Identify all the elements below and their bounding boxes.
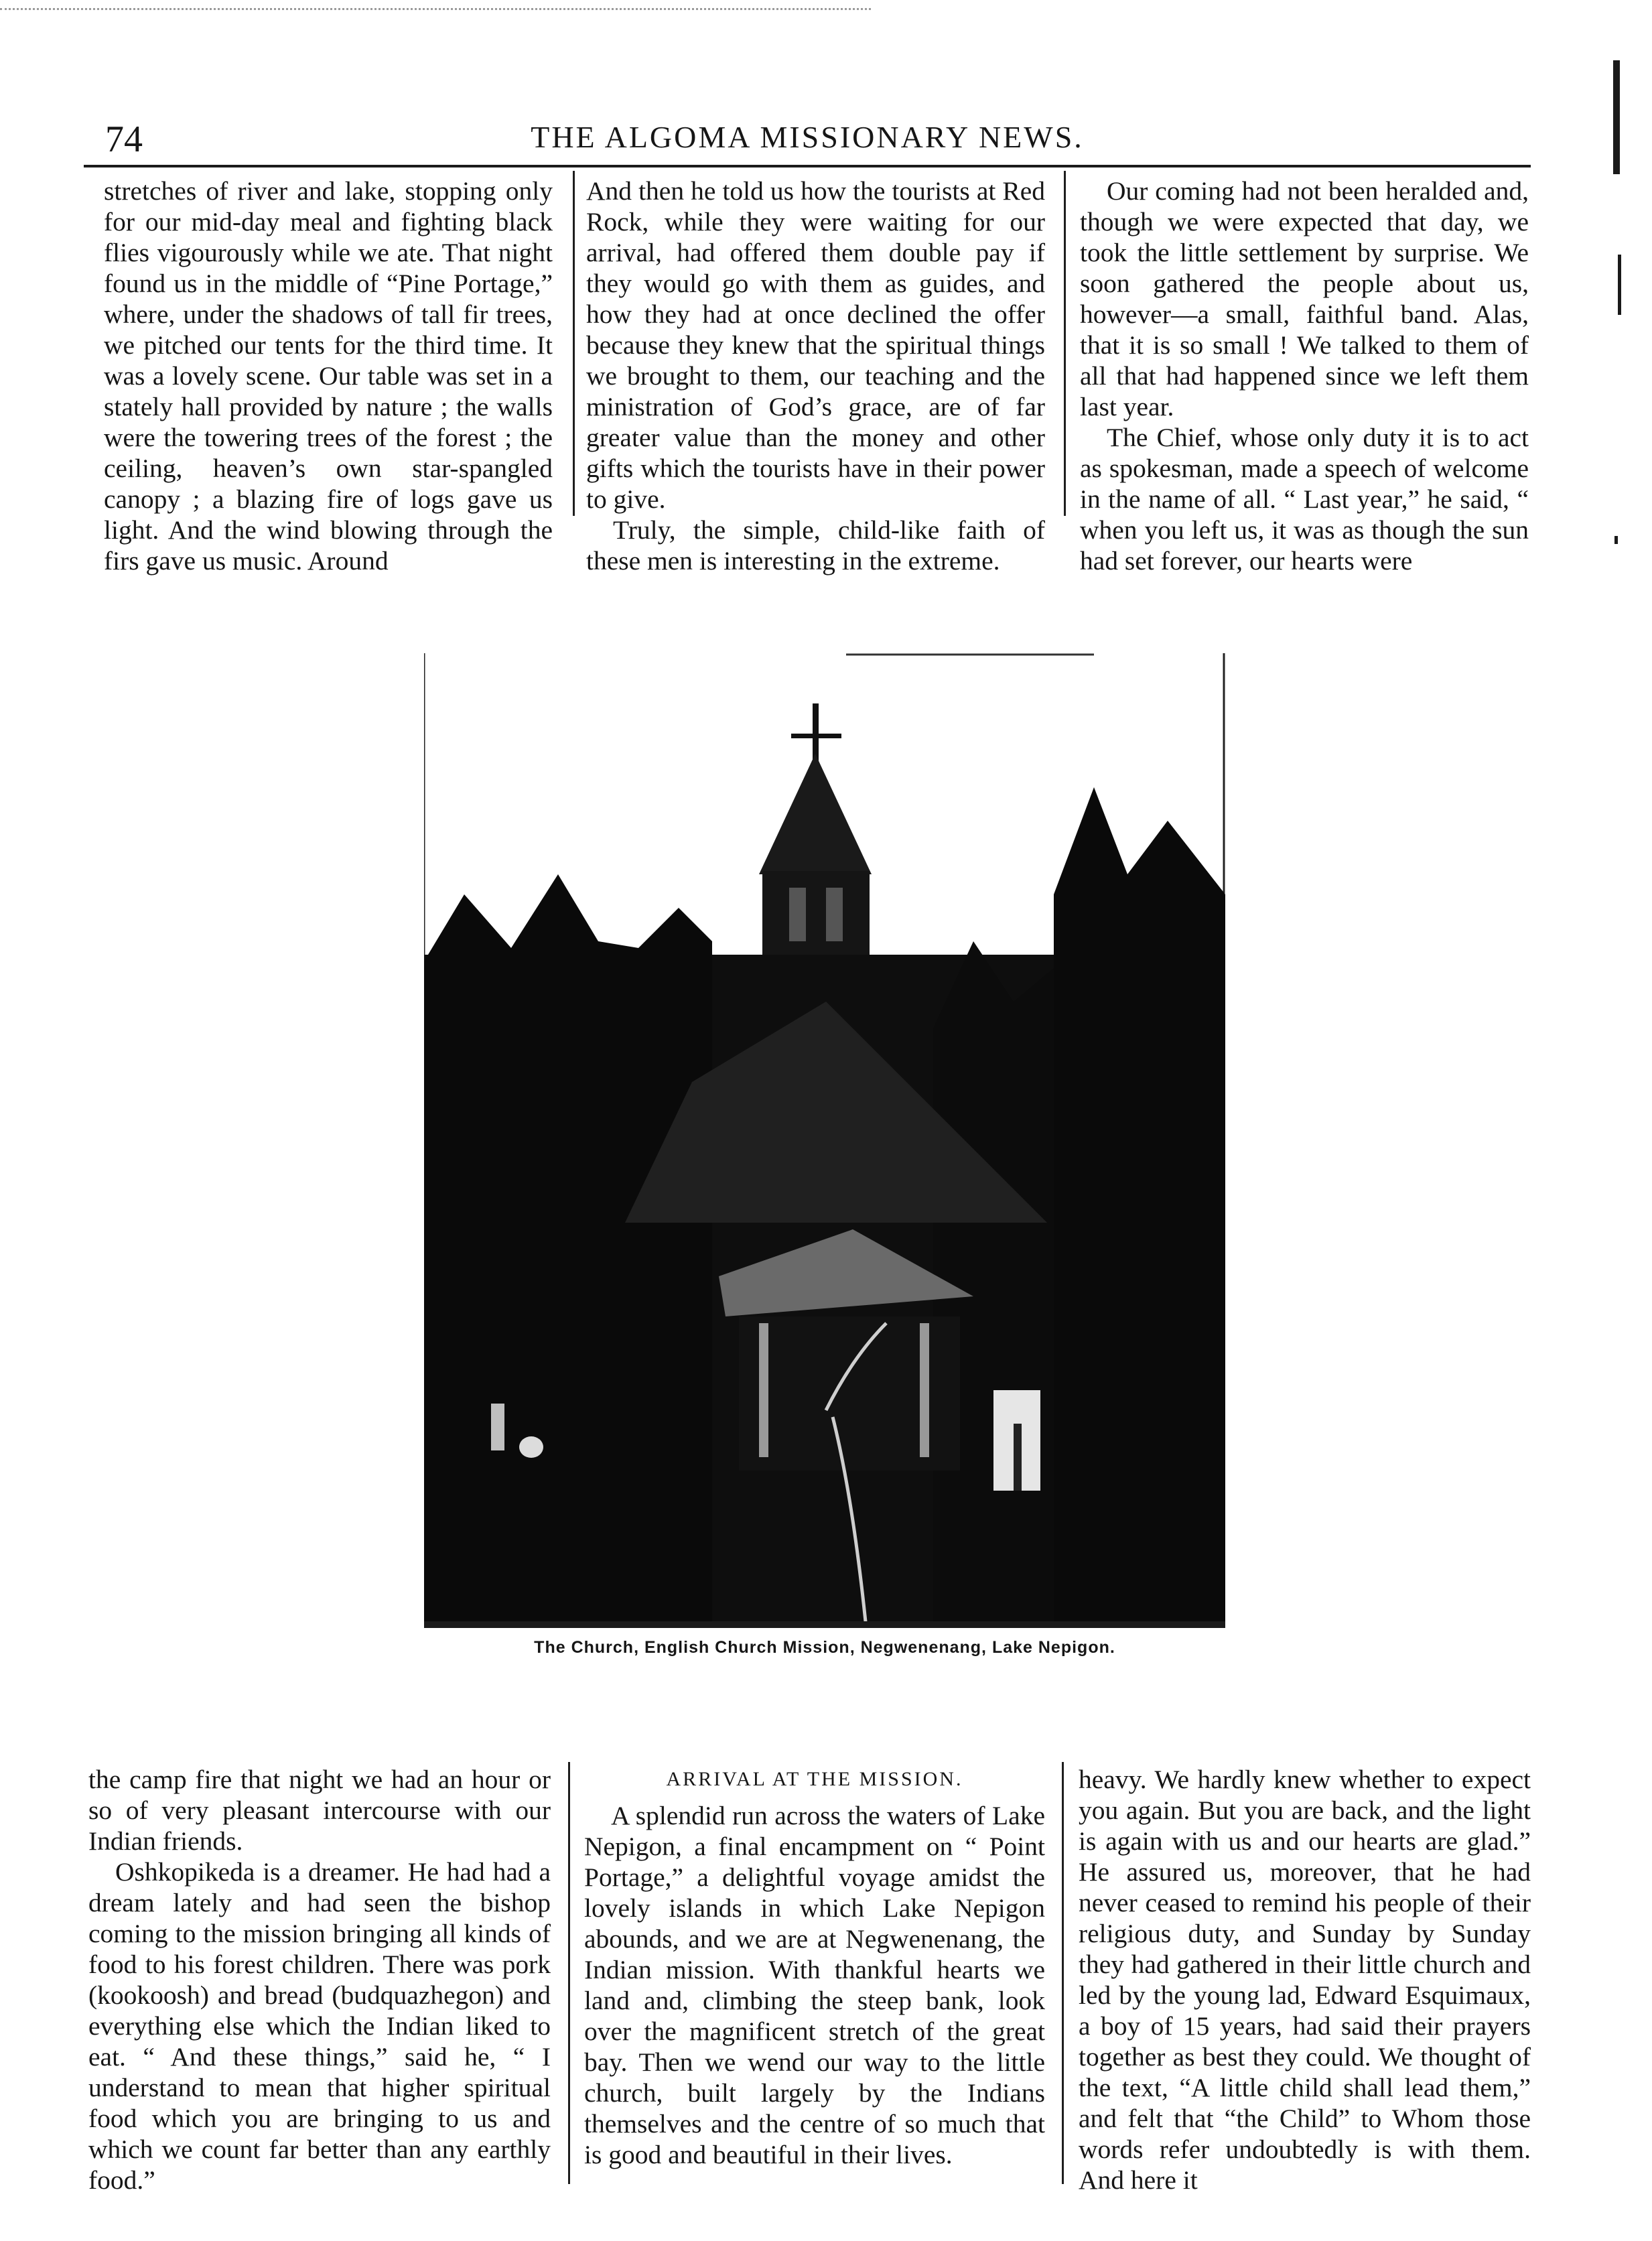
paragraph: heavy. We hardly knew whether to expect you again. But you are back, and the light is again with us and our hearts are glad.” He assured us, moreover, that he had never ceased to remind his people of their religious duty, and Sunday by Sunday they had gathered in their little church and led by the young lad, Edward Esquimaux, a boy of 15 years, had said their prayers together as best they could. We thought of the text, “A little child shall lead them,” and felt that “the Child” to Whom those words refer undoubtedly is with them. And here it <box>1079 1765 1531 2195</box>
church-image <box>424 653 1225 1628</box>
header-rule <box>84 165 1531 167</box>
paragraph: The Chief, whose only duty it is to act as spokesman, made a speech of welcome in the name of all. “ Last year,” he said, “ when you left us, it was as though the sun had set forever, our hearts were <box>1080 423 1529 575</box>
paragraph: Truly, the simple, child-like faith of these men is interesting in the extreme. <box>586 515 1045 575</box>
upper-column-2 <box>586 176 1045 576</box>
scan-edge-mark <box>1618 255 1621 315</box>
column-rule <box>573 171 575 516</box>
lower-column-3 <box>1079 1764 1531 2195</box>
lower-column-1 <box>88 1764 551 2195</box>
lower-column-2 <box>584 1764 1045 2170</box>
church-photograph <box>424 653 1225 1628</box>
upper-column-3 <box>1080 176 1529 576</box>
page-number: 74 <box>105 119 143 160</box>
column-rule <box>1062 1762 1064 2184</box>
upper-column-1 <box>104 176 553 576</box>
running-title: THE ALGOMA MISSIONARY NEWS. <box>531 120 1084 154</box>
scan-edge-mark <box>1614 536 1618 544</box>
paragraph: Oshkopikeda is a dreamer. He had had a dream lately and had seen the bishop coming to the mission bringing all kinds of food to his forest children. There was pork (kookoosh) and bread (budquazhegon) and everything else which the Indian liked to eat. “ And these things,” said he, “ I understand to mean that higher spiritual food which you are bringing to us and which we count far better than any earthly food.” <box>88 1857 551 2195</box>
page-header <box>84 113 1531 173</box>
section-heading: ARRIVAL AT THE MISSION. <box>666 1768 963 1790</box>
photo-caption: The Church, English Church Mission, Negwenenang, Lake Nepigon. <box>534 1638 1115 1657</box>
paragraph: And then he told us how the tourists at Red Rock, while they were waiting for our arrival, had offered them double pay if they would go with them as guides, and how they had at once declined the offer because they knew that the spiritual things we brought to them, our teaching and the ministration of God’s grace, are of far greater value than the money and other gifts which the tourists have in their power to give. <box>586 176 1045 514</box>
paragraph: stretches of river and lake, stopping only for our mid-day meal and fighting black flies vigourously while we ate. That night found us in the middle of “Pine Portage,” where, under the shadows of tall fir trees, we pitched our tents for the third time. It was a lovely scene. Our table was set in a stately hall provided by nature ; the walls were the towering trees of the forest ; the ceiling, heaven’s own star-spangled canopy ; a blazing fire of logs gave us light. And the wind blowing through the firs gave us music. Around <box>104 176 553 575</box>
paragraph: Our coming had not been heralded and, though we were expected that day, we took the little settlement by surprise. We soon gathered the people about us, however—a small, faithful band. Alas, that it is so small ! We talked to them of all that had happened since we left them last year. <box>1080 176 1529 421</box>
column-rule <box>1064 171 1066 516</box>
paragraph: the camp fire that night we had an hour or so of very pleasant intercourse with our Indian friends. <box>88 1765 551 1856</box>
paragraph: A splendid run across the waters of Lake Nepigon, a final encampment on “ Point Portage,” a delightful voyage amidst the lovely islands in which Lake Nepigon abounds, and we are at Negwenenang, the Indian mission. With thankful hearts we land and, climbing the steep bank, look over the magnificent stretch of the great bay. Then we wend our way to the little church, built largely by the Indians themselves and the centre of so much that is good and beautiful in their lives. <box>584 1801 1045 2169</box>
column-rule <box>568 1762 570 2184</box>
scan-artifact-dots <box>0 8 871 14</box>
scan-edge-mark <box>1613 60 1620 174</box>
